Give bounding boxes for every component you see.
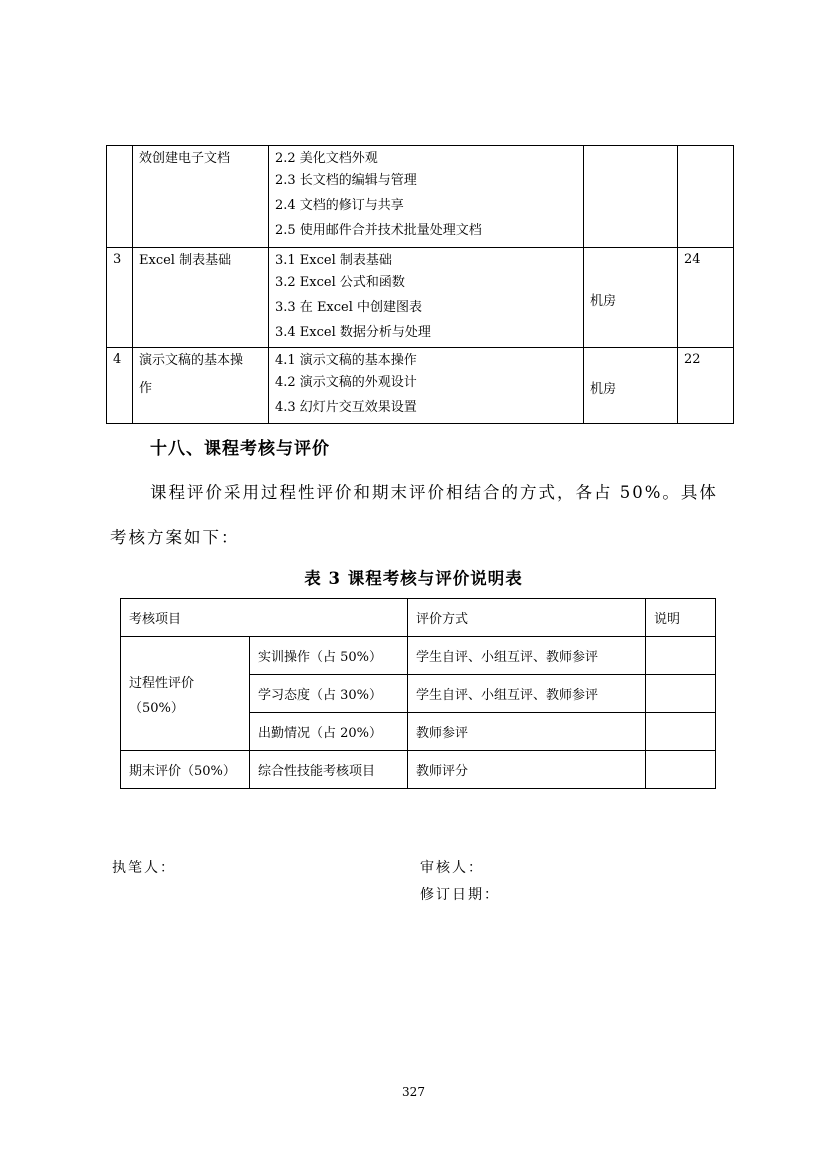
method-cell: 教师参评: [408, 713, 646, 751]
hours-cell: [678, 146, 734, 248]
schedule-table: [106, 145, 734, 424]
table-header-row: [121, 599, 716, 637]
topics-cell: 3.1 Excel 制表基础 3.2 Excel 公式和函数 3.3 在 Excel 中创建图表 3.4 Excel 数据分析与处理: [269, 248, 584, 348]
table-row: [107, 348, 734, 424]
table-caption: 表 3 课程考核与评价说明表: [304, 569, 523, 588]
header-item: 考核项目: [121, 599, 408, 637]
note-cell: [646, 751, 716, 789]
reviewer-signature: 审核人：: [420, 860, 484, 876]
note-cell: [646, 675, 716, 713]
table-row: [121, 637, 716, 675]
module-name-cell: 效创建电子文档: [133, 146, 269, 248]
table-row: [121, 751, 716, 789]
module-name-cell: 演示文稿的基本操 作: [133, 348, 269, 424]
location-cell: 机房: [584, 348, 678, 424]
paragraph-line: 考核方案如下：: [110, 528, 240, 547]
sub-item-cell: 学习态度（占 30%）: [250, 675, 408, 713]
row-number-cell: 4: [107, 348, 133, 424]
header-note: 说明: [646, 599, 716, 637]
sub-item-cell: 出勤情况（占 20%）: [250, 713, 408, 751]
process-eval-label: 过程性评价 （50%）: [121, 637, 250, 751]
author-signature: 执笔人：: [112, 860, 176, 876]
page-number: 327: [402, 1085, 425, 1099]
location-cell: [584, 146, 678, 248]
note-cell: [646, 713, 716, 751]
sub-item-cell: 综合性技能考核项目: [250, 751, 408, 789]
topics-cell: 2.2 美化文档外观 2.3 长文档的编辑与管理 2.4 文档的修订与共享 2.5 使用邮件合并技术批量处理文档: [269, 146, 584, 248]
table-row: [107, 146, 734, 248]
method-cell: 学生自评、小组互评、教师参评: [408, 637, 646, 675]
paragraph-line: 课程评价采用过程性评价和期末评价相结合的方式，各占 50%。具体: [150, 483, 718, 502]
row-number-cell: [107, 146, 133, 248]
method-cell: 学生自评、小组互评、教师参评: [408, 675, 646, 713]
sub-item-cell: 实训操作（占 50%）: [250, 637, 408, 675]
note-cell: [646, 637, 716, 675]
revision-date: 修订日期：: [420, 887, 500, 903]
section-heading: 十八、课程考核与评价: [150, 439, 330, 459]
module-name-cell: Excel 制表基础: [133, 248, 269, 348]
hours-cell: 22: [678, 348, 734, 424]
header-method: 评价方式: [408, 599, 646, 637]
evaluation-table: [120, 598, 716, 789]
row-number-cell: 3: [107, 248, 133, 348]
method-cell: 教师评分: [408, 751, 646, 789]
location-cell: 机房: [584, 248, 678, 348]
topics-cell: 4.1 演示文稿的基本操作 4.2 演示文稿的外观设计 4.3 幻灯片交互效果设置: [269, 348, 584, 424]
hours-cell: 24: [678, 248, 734, 348]
table-row: [107, 248, 734, 348]
final-eval-label: 期末评价（50%）: [121, 751, 250, 789]
